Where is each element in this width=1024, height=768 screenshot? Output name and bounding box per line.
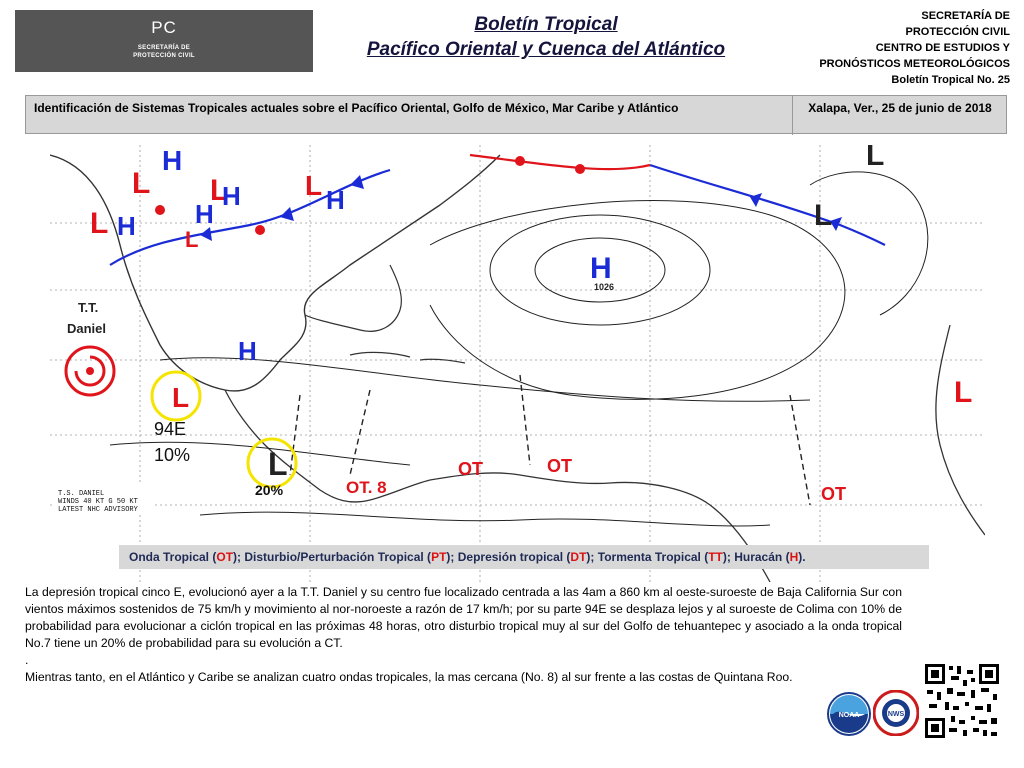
svg-text:L: L	[305, 170, 323, 201]
svg-text:H: H	[326, 185, 345, 215]
advisory-line-3: LATEST NHC ADVISORY	[58, 506, 138, 514]
svg-text:L: L	[210, 174, 229, 207]
svg-text:L: L	[954, 376, 973, 409]
svg-text:H: H	[162, 145, 183, 176]
legend-text: ).	[798, 550, 806, 564]
svg-text:H: H	[590, 252, 612, 285]
ot-label-b: OT	[547, 456, 572, 476]
svg-text:L: L	[90, 207, 109, 240]
daniel-label-1: T.T.	[78, 300, 99, 315]
pct-south: 20%	[255, 482, 284, 498]
advisory-line-2: WINDS 40 KT G 50 KT	[58, 498, 138, 506]
svg-text:L: L	[268, 446, 288, 482]
noaa-text: NOAA	[838, 712, 860, 719]
nws-logo	[873, 690, 919, 736]
logo-line-1: SECRETARÍA DE	[137, 45, 191, 51]
agency-line-2: PROTECCIÓN CIVIL	[905, 26, 1010, 38]
ot-label-c: OT	[821, 484, 846, 504]
surface-analysis-map	[50, 145, 985, 582]
svg-text:H: H	[117, 211, 136, 241]
identification-text: Identificación de Sistemas Tropicales actuales sobre el Pacífico Oriental, Golfo de México, Mar Caribe y Atlántico	[34, 101, 679, 115]
ot8-label: OT. 8	[346, 478, 387, 497]
logo-initials: PC	[151, 18, 177, 37]
qr-code[interactable]	[923, 662, 1001, 740]
identification-bar	[25, 95, 1007, 134]
pc-logo	[15, 10, 313, 72]
svg-text:L: L	[866, 145, 885, 172]
agency-block	[819, 8, 1010, 88]
svg-text:L: L	[185, 227, 199, 252]
agency-line-3: CENTRO DE ESTUDIOS Y	[875, 42, 1010, 54]
paragraph-2: Mientras tanto, en el Atlántico y Caribe se analizan cuatro ondas tropicales, la mas cercana (No. 8) al sur frente a las costas de Quintana Roo.	[25, 670, 793, 684]
bulletin-number: Boletín Tropical No. 25	[891, 74, 1010, 86]
legend-bar	[119, 545, 929, 569]
label-94e: 94E	[154, 419, 187, 439]
title-line-1: Boletín Tropical	[474, 14, 618, 35]
logo-line-2: PROTECCIÓN CIVIL	[133, 53, 195, 59]
svg-text:H: H	[222, 181, 241, 211]
legend-text: Onda Tropical (	[129, 550, 217, 564]
advisory-line-1: T.S. DANIEL	[58, 490, 105, 498]
legend-text: ); Disturbio/Perturbación Tropical (	[233, 550, 432, 564]
nws-text: NWS	[887, 711, 905, 718]
agency-line-1: SECRETARÍA DE	[921, 10, 1010, 22]
daniel-label-2: Daniel	[67, 321, 107, 336]
svg-text:L: L	[132, 167, 151, 200]
bulletin-title	[326, 12, 766, 62]
noaa-logo	[827, 692, 871, 736]
paragraph-1: La depresión tropical cinco E, evolucionó ayer a la T.T. Daniel y su centro fue localizado centrada a las 4am a 860 km al oeste-suroeste de Baja California Sur con vientos máximos sostenidos de 75 km/h y movimiento al nor-noroeste a razón de 17 km/h; por su parte 94E se desplaza lejos y al suroeste de Colima con 10% de probabilidad para evolucionar a ciclón tropical en las próximas 48 horas, otro disturbio tropical muy al sur del Golfo de tehuantepec y asociado a la onda tropical No.7 tiene un 20% de probabilidad para su evolución a CT.	[25, 585, 902, 650]
legend-dt: DT	[570, 550, 587, 564]
svg-text:L: L	[172, 382, 190, 413]
legend-text: ); Tormenta Tropical (	[586, 550, 709, 564]
pct-94e: 10%	[154, 445, 191, 465]
ot-label-a: OT	[458, 459, 483, 479]
bulletin-text	[25, 584, 902, 686]
high-pressure-value: 1026	[594, 282, 615, 292]
svg-text:H: H	[195, 199, 214, 229]
legend-pt: PT	[431, 550, 447, 564]
legend-tt: TT	[708, 550, 723, 564]
paragraph-separator: .	[25, 653, 29, 667]
svg-text:H: H	[238, 336, 257, 366]
legend-text: ); Huracán (	[722, 550, 790, 564]
legend-h: H	[789, 550, 799, 564]
title-line-2: Pacífico Oriental y Cuenca del Atlántico	[366, 39, 726, 60]
place-date: Xalapa, Ver., 25 de junio de 2018	[792, 96, 1007, 135]
legend-ot: OT	[216, 550, 234, 564]
svg-text:L: L	[814, 199, 833, 232]
agency-line-4: PRONÓSTICOS METEOROLÓGICOS	[819, 58, 1010, 70]
legend-text: ); Depresión tropical (	[446, 550, 571, 564]
